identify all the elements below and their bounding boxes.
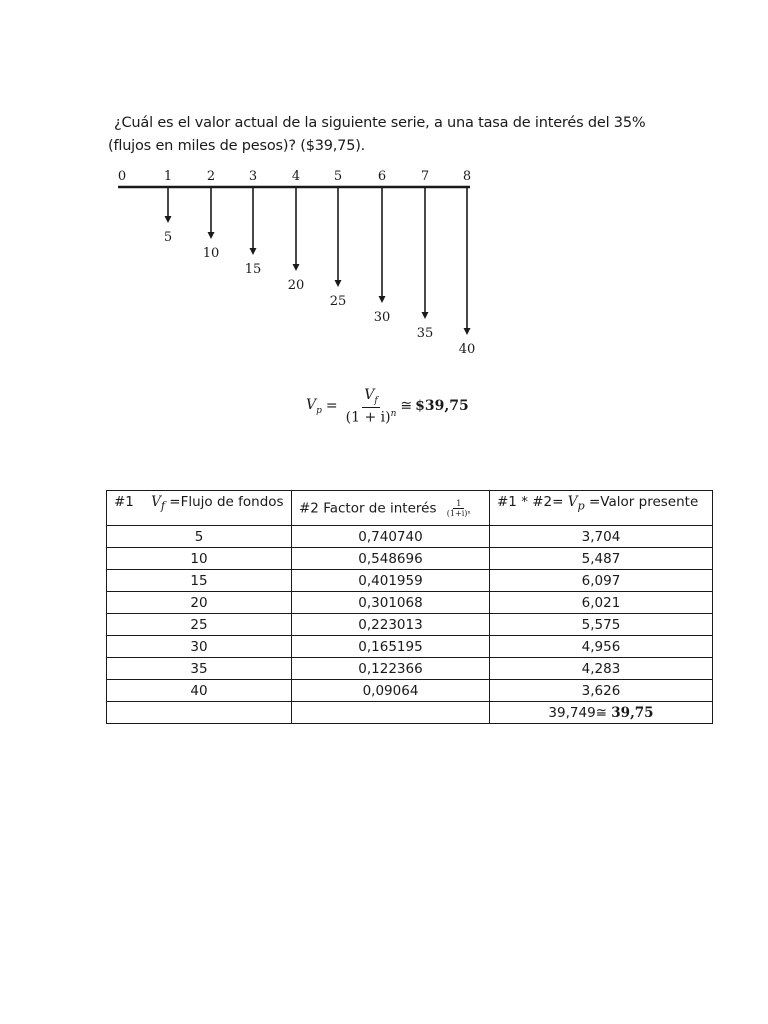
cash-flow-value: 5 — [163, 230, 173, 245]
period-label-6: 6 — [377, 169, 387, 184]
cell-factor: 0,301068 — [292, 592, 490, 614]
arrow-head — [293, 264, 300, 271]
cell-valor: 5,575 — [490, 614, 713, 636]
arrow-head — [464, 328, 471, 335]
arrow-head — [165, 216, 172, 223]
cash-flow-arrow — [417, 187, 434, 341]
cell-factor: 0,122366 — [292, 658, 490, 680]
table-total-row — [107, 702, 713, 724]
header-factor-fraction: $\frac{1}{\text{(1+i)ⁿ}}$ — [446, 499, 471, 518]
cash-flow-value: 30 — [373, 310, 391, 325]
cash-flow-value: 40 — [458, 342, 476, 357]
period-label-7: 7 — [420, 169, 430, 184]
cell-flujo: 25 — [107, 614, 292, 636]
period-label-0: 0 — [117, 169, 127, 184]
table-row — [107, 548, 713, 570]
cell-factor: 0,740740 — [292, 526, 490, 548]
arrow-head — [379, 296, 386, 303]
cash-flow-arrow — [459, 187, 476, 357]
period-label-5: 5 — [333, 169, 343, 184]
cell-factor: 0,165195 — [292, 636, 490, 658]
table-row — [107, 614, 713, 636]
formula-lhs: $V_p$ — [306, 396, 322, 416]
arrow-head — [422, 312, 429, 319]
table-header-row — [107, 491, 713, 526]
header-valor: #1 * #2= $V_p$ =Valor presente — [490, 491, 713, 526]
formula-approx-sign: ≅ — [400, 398, 413, 414]
question-line-2: (flujos en miles de pesos)? ($39,75). — [108, 138, 366, 154]
table-row — [107, 636, 713, 658]
cash-flow-arrow — [374, 187, 391, 325]
cell-total: 39,749≅ 39,75 — [490, 702, 713, 724]
cell-factor: 0,401959 — [292, 570, 490, 592]
arrow-head — [335, 280, 342, 287]
period-label-8: 8 — [462, 169, 472, 184]
cash-flow-arrow — [164, 187, 172, 245]
cell-flujo: 10 — [107, 548, 292, 570]
table-row — [107, 526, 713, 548]
cash-flow-value: 15 — [244, 262, 262, 277]
cell-empty — [292, 702, 490, 724]
cell-flujo: 40 — [107, 680, 292, 702]
table-row — [107, 680, 713, 702]
cell-valor: 5,487 — [490, 548, 713, 570]
formula-result: $39,75 — [415, 398, 469, 414]
cell-empty — [107, 702, 292, 724]
period-label-1: 1 — [163, 169, 173, 184]
cell-flujo: 20 — [107, 592, 292, 614]
cash-flow-arrow — [203, 187, 220, 261]
cell-valor: 6,097 — [490, 570, 713, 592]
cash-flow-value: 20 — [287, 278, 305, 293]
cell-valor: 4,956 — [490, 636, 713, 658]
table-row — [107, 592, 713, 614]
cash-flow-value: 10 — [202, 246, 220, 261]
cash-flow-value: 35 — [416, 326, 434, 341]
cell-flujo: 35 — [107, 658, 292, 680]
cash-flow-value: 25 — [329, 294, 347, 309]
present-value-formula: $V_p$ = $\frac{V_f}{(1 + i)^n}$ ≅ $39,75 — [306, 386, 469, 426]
header-flujo: #1 $V_f$ =Flujo de fondos — [107, 491, 292, 526]
cell-flujo: 30 — [107, 636, 292, 658]
cash-flow-arrow — [330, 187, 347, 309]
cell-factor: 0,548696 — [292, 548, 490, 570]
cell-valor: 3,704 — [490, 526, 713, 548]
arrow-head — [250, 248, 257, 255]
period-label-4: 4 — [291, 169, 301, 184]
formula-fraction: $\frac{V_f}{(1 + i)^n}$ — [345, 386, 397, 426]
period-label-2: 2 — [206, 169, 216, 184]
table-row — [107, 570, 713, 592]
cash-flow-timeline — [108, 160, 488, 370]
cash-flow-arrow — [245, 187, 262, 277]
cell-factor: 0,223013 — [292, 614, 490, 636]
cell-factor: 0,09064 — [292, 680, 490, 702]
cell-valor: 4,283 — [490, 658, 713, 680]
question-text — [108, 112, 668, 158]
header-factor: #2 Factor de interés $\frac{1}{\text{(1+i)ⁿ}}$ — [292, 491, 490, 526]
question-line-1: ¿Cuál es el valor actual de la siguiente serie, a una tasa de interés del 35% — [114, 115, 646, 131]
cell-flujo: 5 — [107, 526, 292, 548]
cell-valor: 6,021 — [490, 592, 713, 614]
table-row — [107, 658, 713, 680]
cash-flow-arrow — [288, 187, 305, 293]
cell-valor: 3,626 — [490, 680, 713, 702]
present-value-table — [106, 490, 713, 724]
cell-flujo: 15 — [107, 570, 292, 592]
arrow-head — [208, 232, 215, 239]
period-label-3: 3 — [248, 169, 258, 184]
